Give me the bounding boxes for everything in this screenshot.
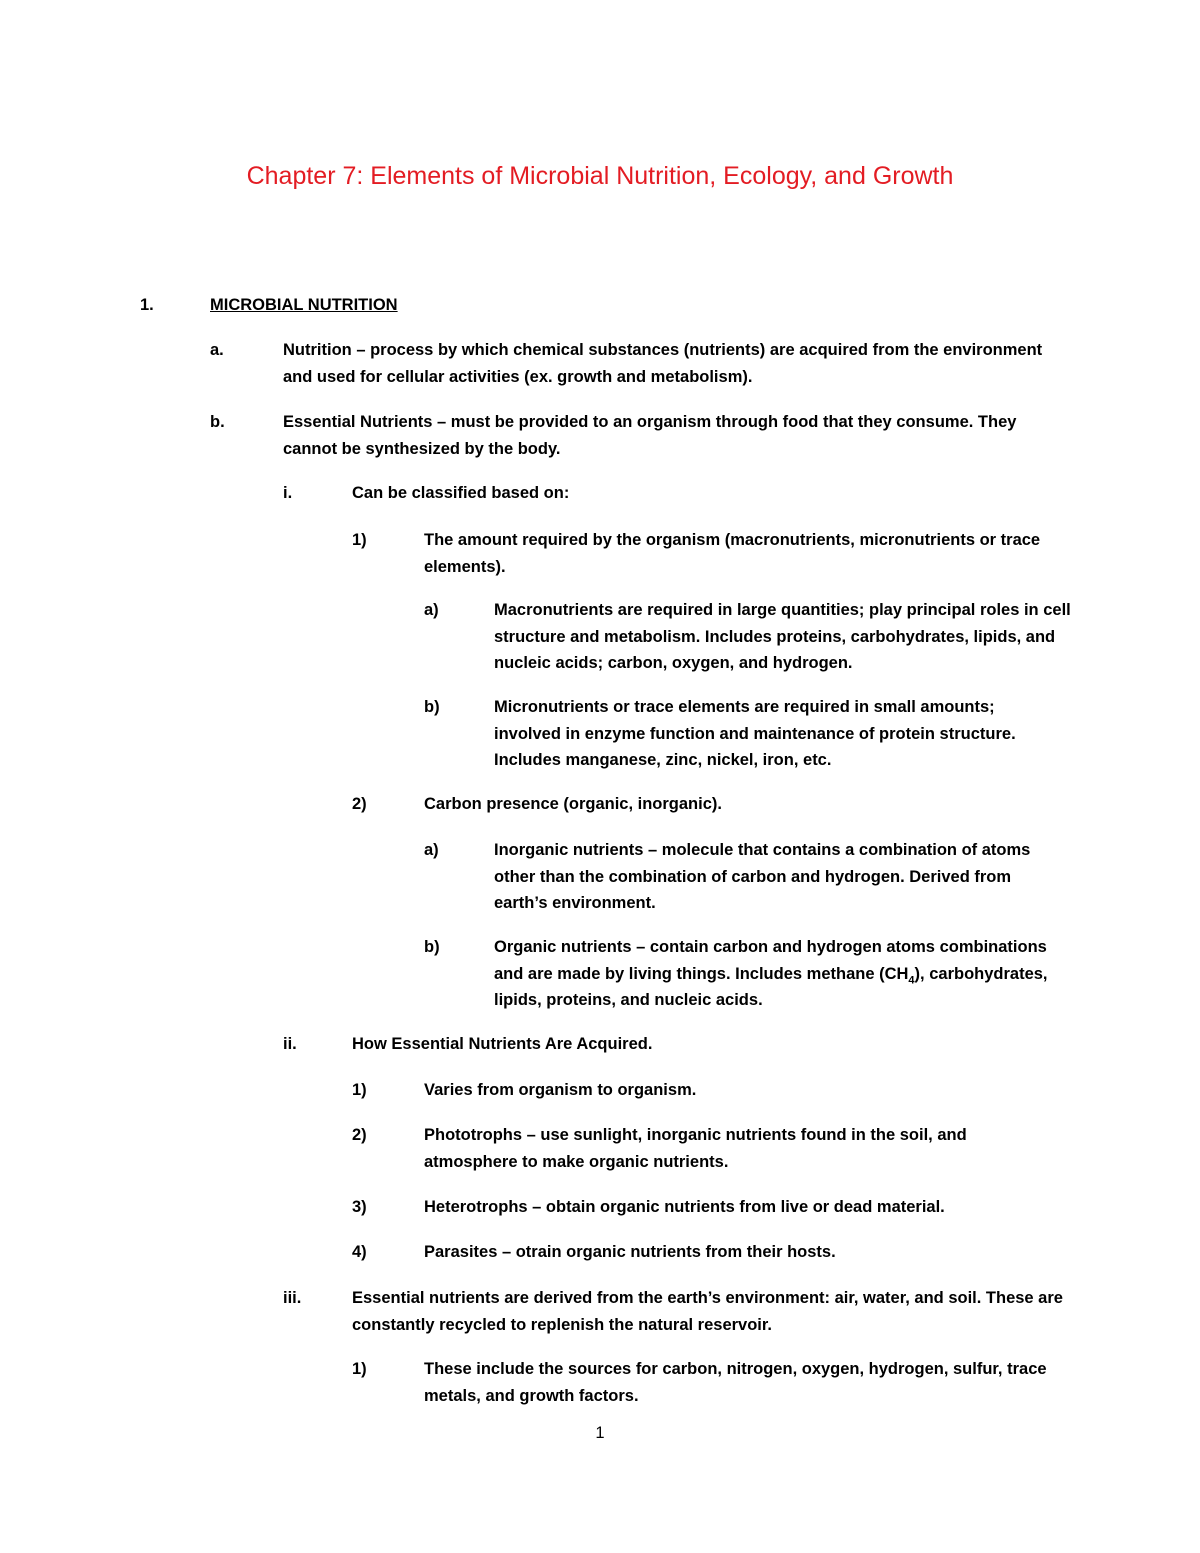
ii-4-text: Parasites – otrain organic nutrients from their hosts. xyxy=(424,1243,836,1261)
i-2-b-label: b) xyxy=(424,938,440,956)
methane-subscript: 4 xyxy=(908,973,915,986)
i-2-b-text-before: Organic nutrients – contain carbon and hydrogen atoms combinations and are made by living things. Includes methane (CH xyxy=(494,938,1047,983)
ii-2-label: 2) xyxy=(352,1126,367,1144)
item-b-label: b. xyxy=(210,413,225,431)
i-2-a-text: Inorganic nutrients – molecule that contains a combination of atoms other than the combination of carbon and hydrogen. Derived from earth’s environment. xyxy=(494,841,1031,912)
i-2-text: Carbon presence (organic, inorganic). xyxy=(424,795,722,813)
i-1-a-text: Macronutrients are required in large quantities; play principal roles in cell structure and metabolism. Includes proteins, carbohydrates, lipids, and nucleic acids; carbon, oxygen, and hydrogen. xyxy=(494,601,1071,672)
subitem-iii-text: Essential nutrients are derived from the earth’s environment: air, water, and soil. These are constantly recycled to replenish the natural reservoir. xyxy=(352,1289,1063,1334)
subitem-ii-text: How Essential Nutrients Are Acquired. xyxy=(352,1035,653,1053)
i-1-label: 1) xyxy=(352,531,367,549)
ii-1-label: 1) xyxy=(352,1081,367,1099)
ii-4-label: 4) xyxy=(352,1243,367,1261)
ii-3-label: 3) xyxy=(352,1198,367,1216)
ii-3-text: Heterotrophs – obtain organic nutrients from live or dead material. xyxy=(424,1198,945,1216)
subitem-i-label: i. xyxy=(283,484,293,502)
subitem-i-text: Can be classified based on: xyxy=(352,484,570,502)
subitem-ii-label: ii. xyxy=(283,1035,297,1053)
i-1-b-text: Micronutrients or trace elements are required in small amounts; involved in enzyme function and maintenance of protein structure. Includes manganese, zinc, nickel, iron, etc. xyxy=(494,698,1016,769)
item-b-text: Essential Nutrients – must be provided to an organism through food that they consume. They cannot be synthesized by the body. xyxy=(283,413,1017,458)
section-heading: MICROBIAL NUTRITION xyxy=(210,296,398,314)
ii-2-text: Phototrophs – use sunlight, inorganic nutrients found in the soil, and atmosphere to make organic nutrients. xyxy=(424,1126,967,1171)
i-1-a-label: a) xyxy=(424,601,439,619)
i-2-b-text-after: ), carbohydrates, lipids, proteins, and nucleic acids. xyxy=(494,964,1048,1009)
i-1-b-label: b) xyxy=(424,698,440,716)
i-2-b-text xyxy=(494,934,1064,1014)
chapter-title: Chapter 7: Elements of Microbial Nutrition, Ecology, and Growth xyxy=(246,162,954,190)
i-1-text: The amount required by the organism (macronutrients, micronutrients or trace elements). xyxy=(424,531,1041,576)
page-number: 1 xyxy=(595,1424,605,1442)
section-number: 1. xyxy=(140,296,154,314)
ii-1-text: Varies from organism to organism. xyxy=(424,1081,697,1099)
item-a-text: Nutrition – process by which chemical substances (nutrients) are acquired from the environment and used for cellular activities (ex. growth and metabolism). xyxy=(283,341,1043,386)
i-2-label: 2) xyxy=(352,795,367,813)
item-a-label: a. xyxy=(210,341,224,359)
iii-1-label: 1) xyxy=(352,1360,367,1378)
iii-1-text: These include the sources for carbon, nitrogen, oxygen, hydrogen, sulfur, trace metals, and growth factors. xyxy=(424,1360,1047,1405)
i-2-a-label: a) xyxy=(424,841,439,859)
subitem-iii-label: iii. xyxy=(283,1289,302,1307)
